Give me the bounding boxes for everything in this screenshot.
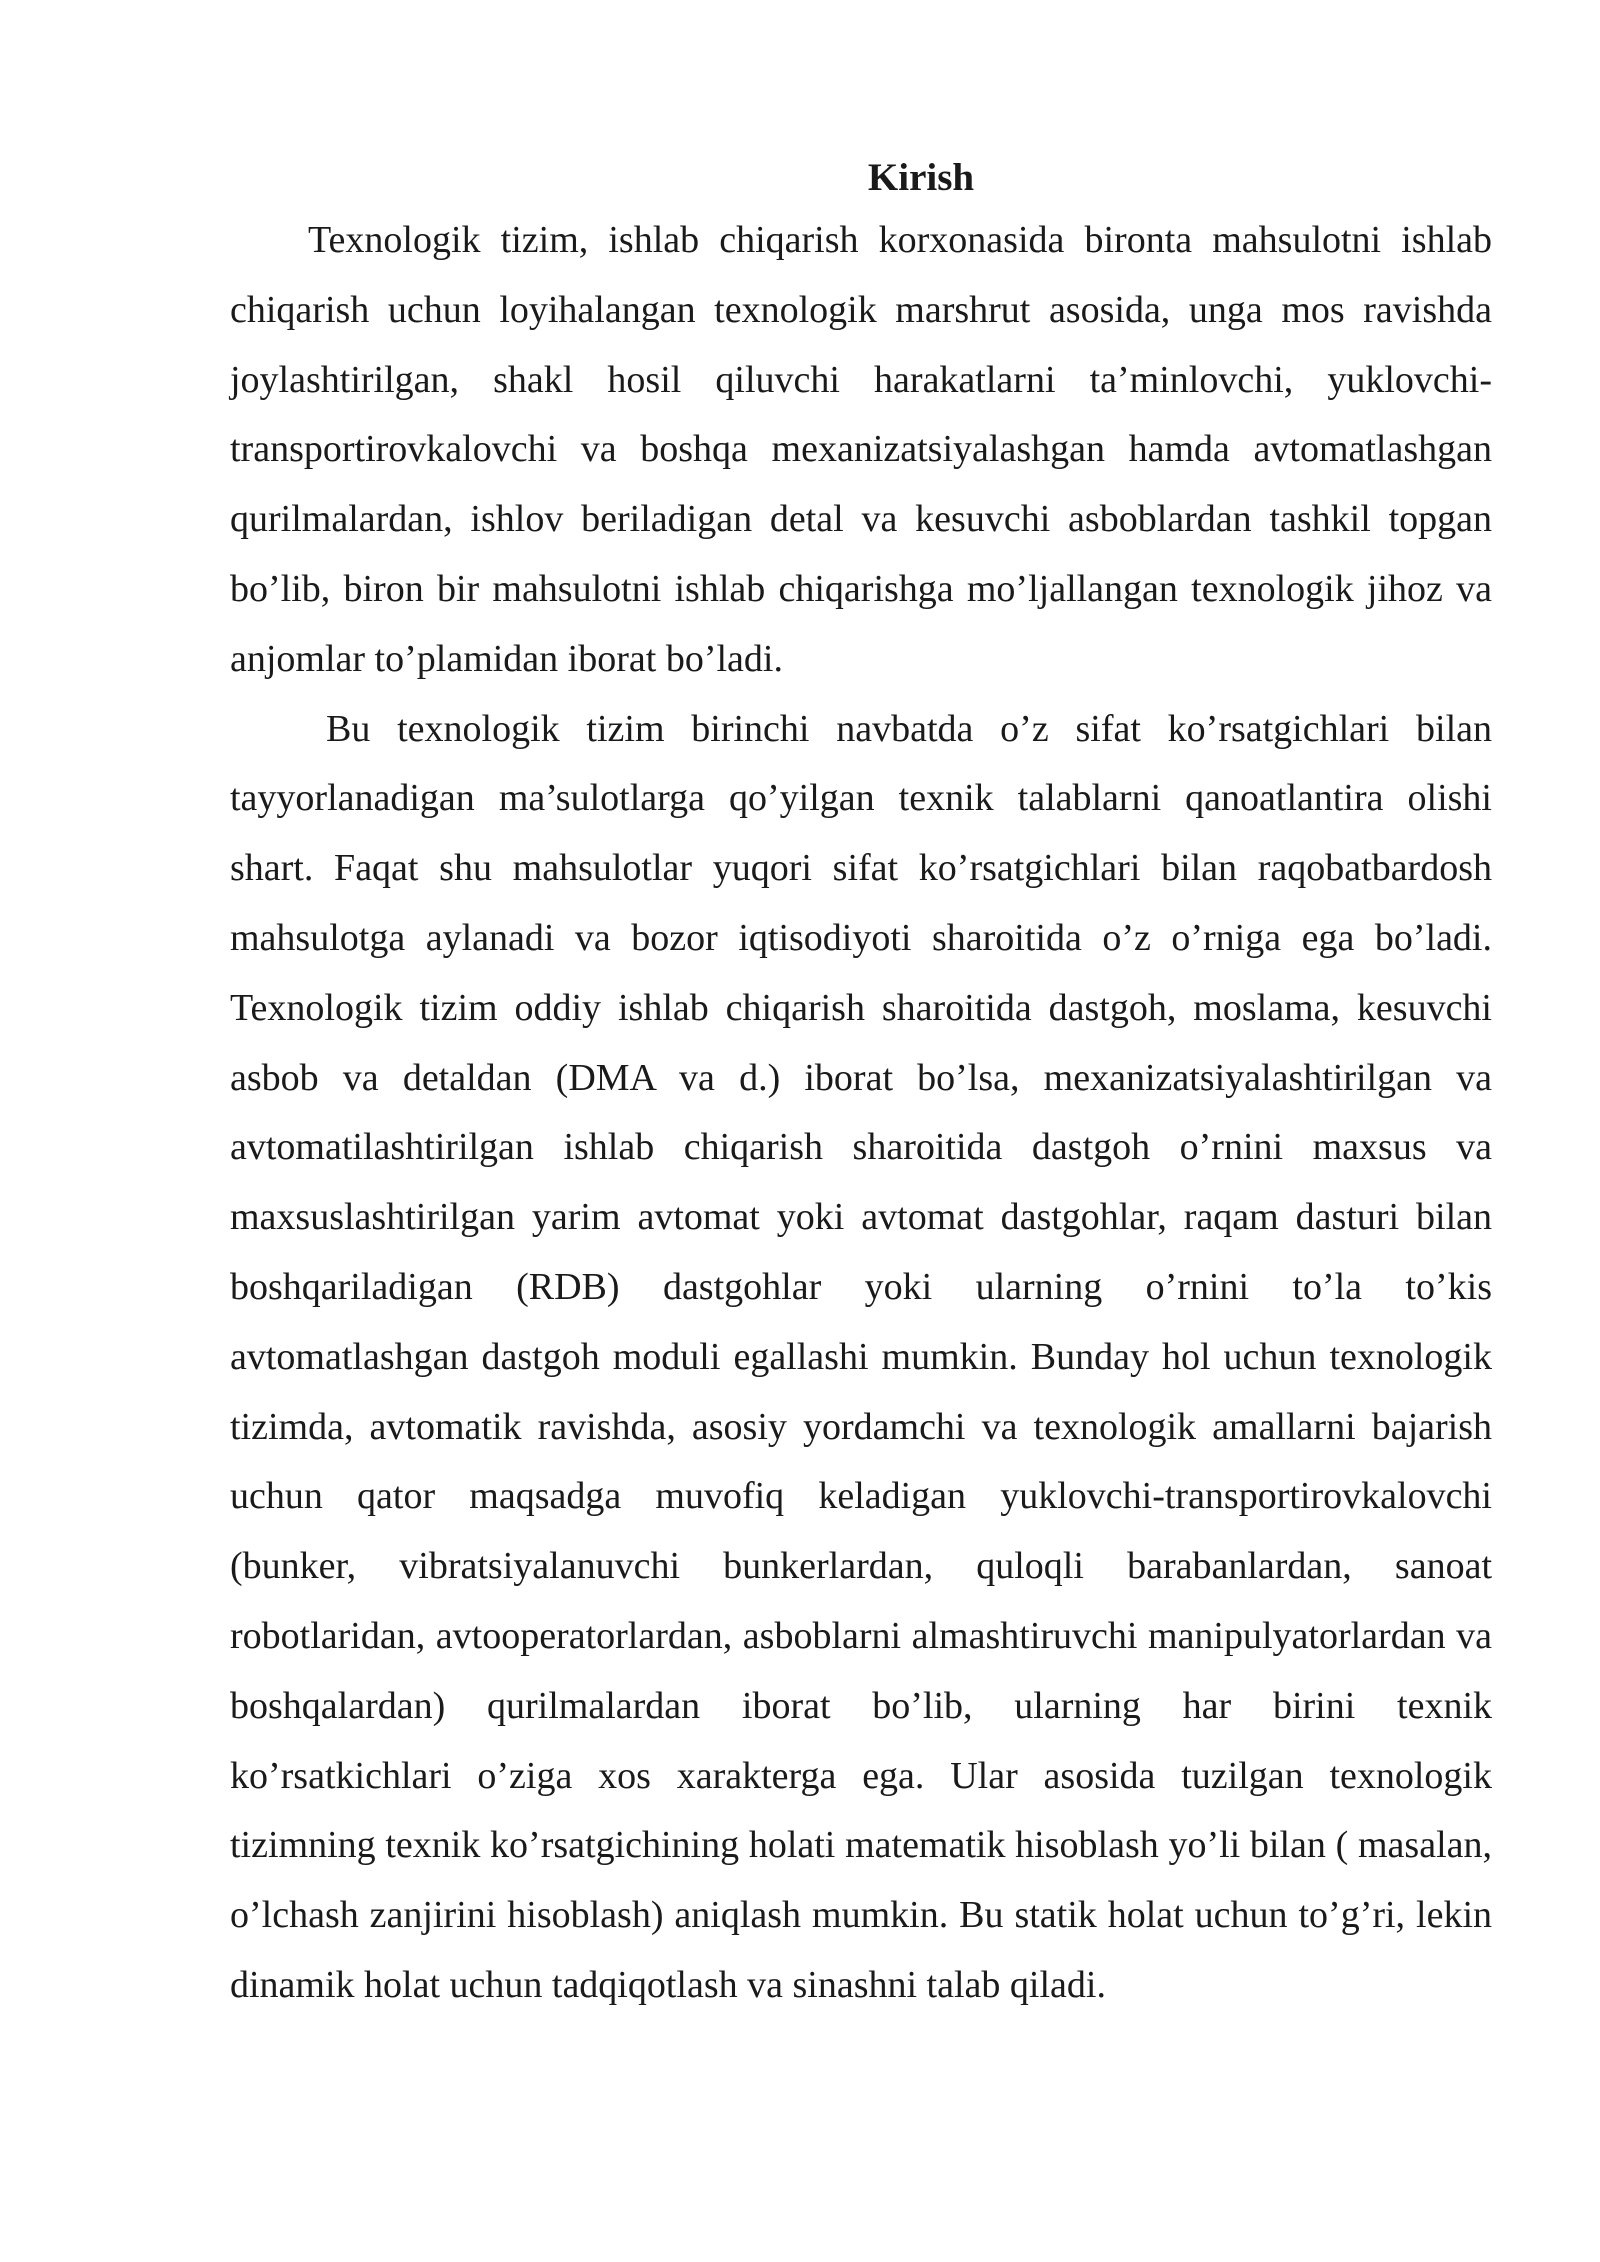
paragraph-body: Bu texnologik tizim birinchi navbatda o’z sifat ko’rsatgichlari bilan tayyorlanadigan ma’sulotlarga qo’yilgan texnik talablarni qanoatlantira olishi shart. Faqat shu mahsulotlar yuqori sifat ko’rsatgichlari bilan raqobatbardosh mahsulotga aylanadi va bozor iqtisodiyoti sharoitida o’z o’rniga ega bo’ladi. Texnologik tizim oddiy ishlab chiqarish sharoitida dastgoh, moslama, kesuvchi asbob va detaldan (DMA va d.) iborat bo’lsa, mexanizatsiyalashtirilgan va avtomatilashtirilgan ishlab chiqarish sharoitida dastgoh o’rnini maxsus va maxsuslashtirilgan yarim avtomat yoki avtomat dastgohlar, raqam dasturi bilan boshqariladigan (RDB) dastgohlar yoki ularning o’rnini to’la to’kis avtomatlashgan dastgoh moduli egallashi mumkin. Bunday hol uchun texnologik tizimda, avtomatik ravishda, asosiy yordamchi va texnologik amallarni bajarish uchun qator maqsadga muvofiq keladigan yuklovchi-transportirovkalovchi (bunker, vibratsiyalanuvchi bunkerlardan, quloqli barabanlardan, sanoat robotlaridan, avtooperatorlardan, asboblarni almashtiruvchi manipulyatorlardan va boshqalardan) qurilmalardan iborat bo’lib, ularning har birini texnik ko’rsatkichlari o’ziga xos xarakterga ega. Ular asosida tuzilgan texnologik tizimning texnik ko’rsatgichining holati matematik hisoblash yo’li bilan ( masalan, o’lchash zanjirini hisoblash) aniqlash mumkin. Bu statik holat uchun to’g’ri, lekin dinamik holat uchun tadqiqotlash va sinashni talab qiladi. [230,707,1492,2006]
document-page [230,150,1492,2021]
page-title: Kirish [867,156,975,199]
paragraph-intro: Texnologik tizim, ishlab chiqarish korxonasida bironta mahsulotni ishlab chiqarish uchun loyihalangan texnologik marshrut asosida, unga mos ravishda joylashtirilgan, shakl hosil qiluvchi harakatlarni ta’minlovchi, yuklovchi-transportirovkalovchi va boshqa mexanizatsiyalashgan hamda avtomatlashgan qurilmalardan, ishlov beriladigan detal va kesuvchi asboblardan tashkil topgan bo’lib, biron bir mahsulotni ishlab chiqarishga mo’ljallangan texnologik jihoz va anjomlar to’plamidan iborat bo’ladi. [230,219,1492,680]
